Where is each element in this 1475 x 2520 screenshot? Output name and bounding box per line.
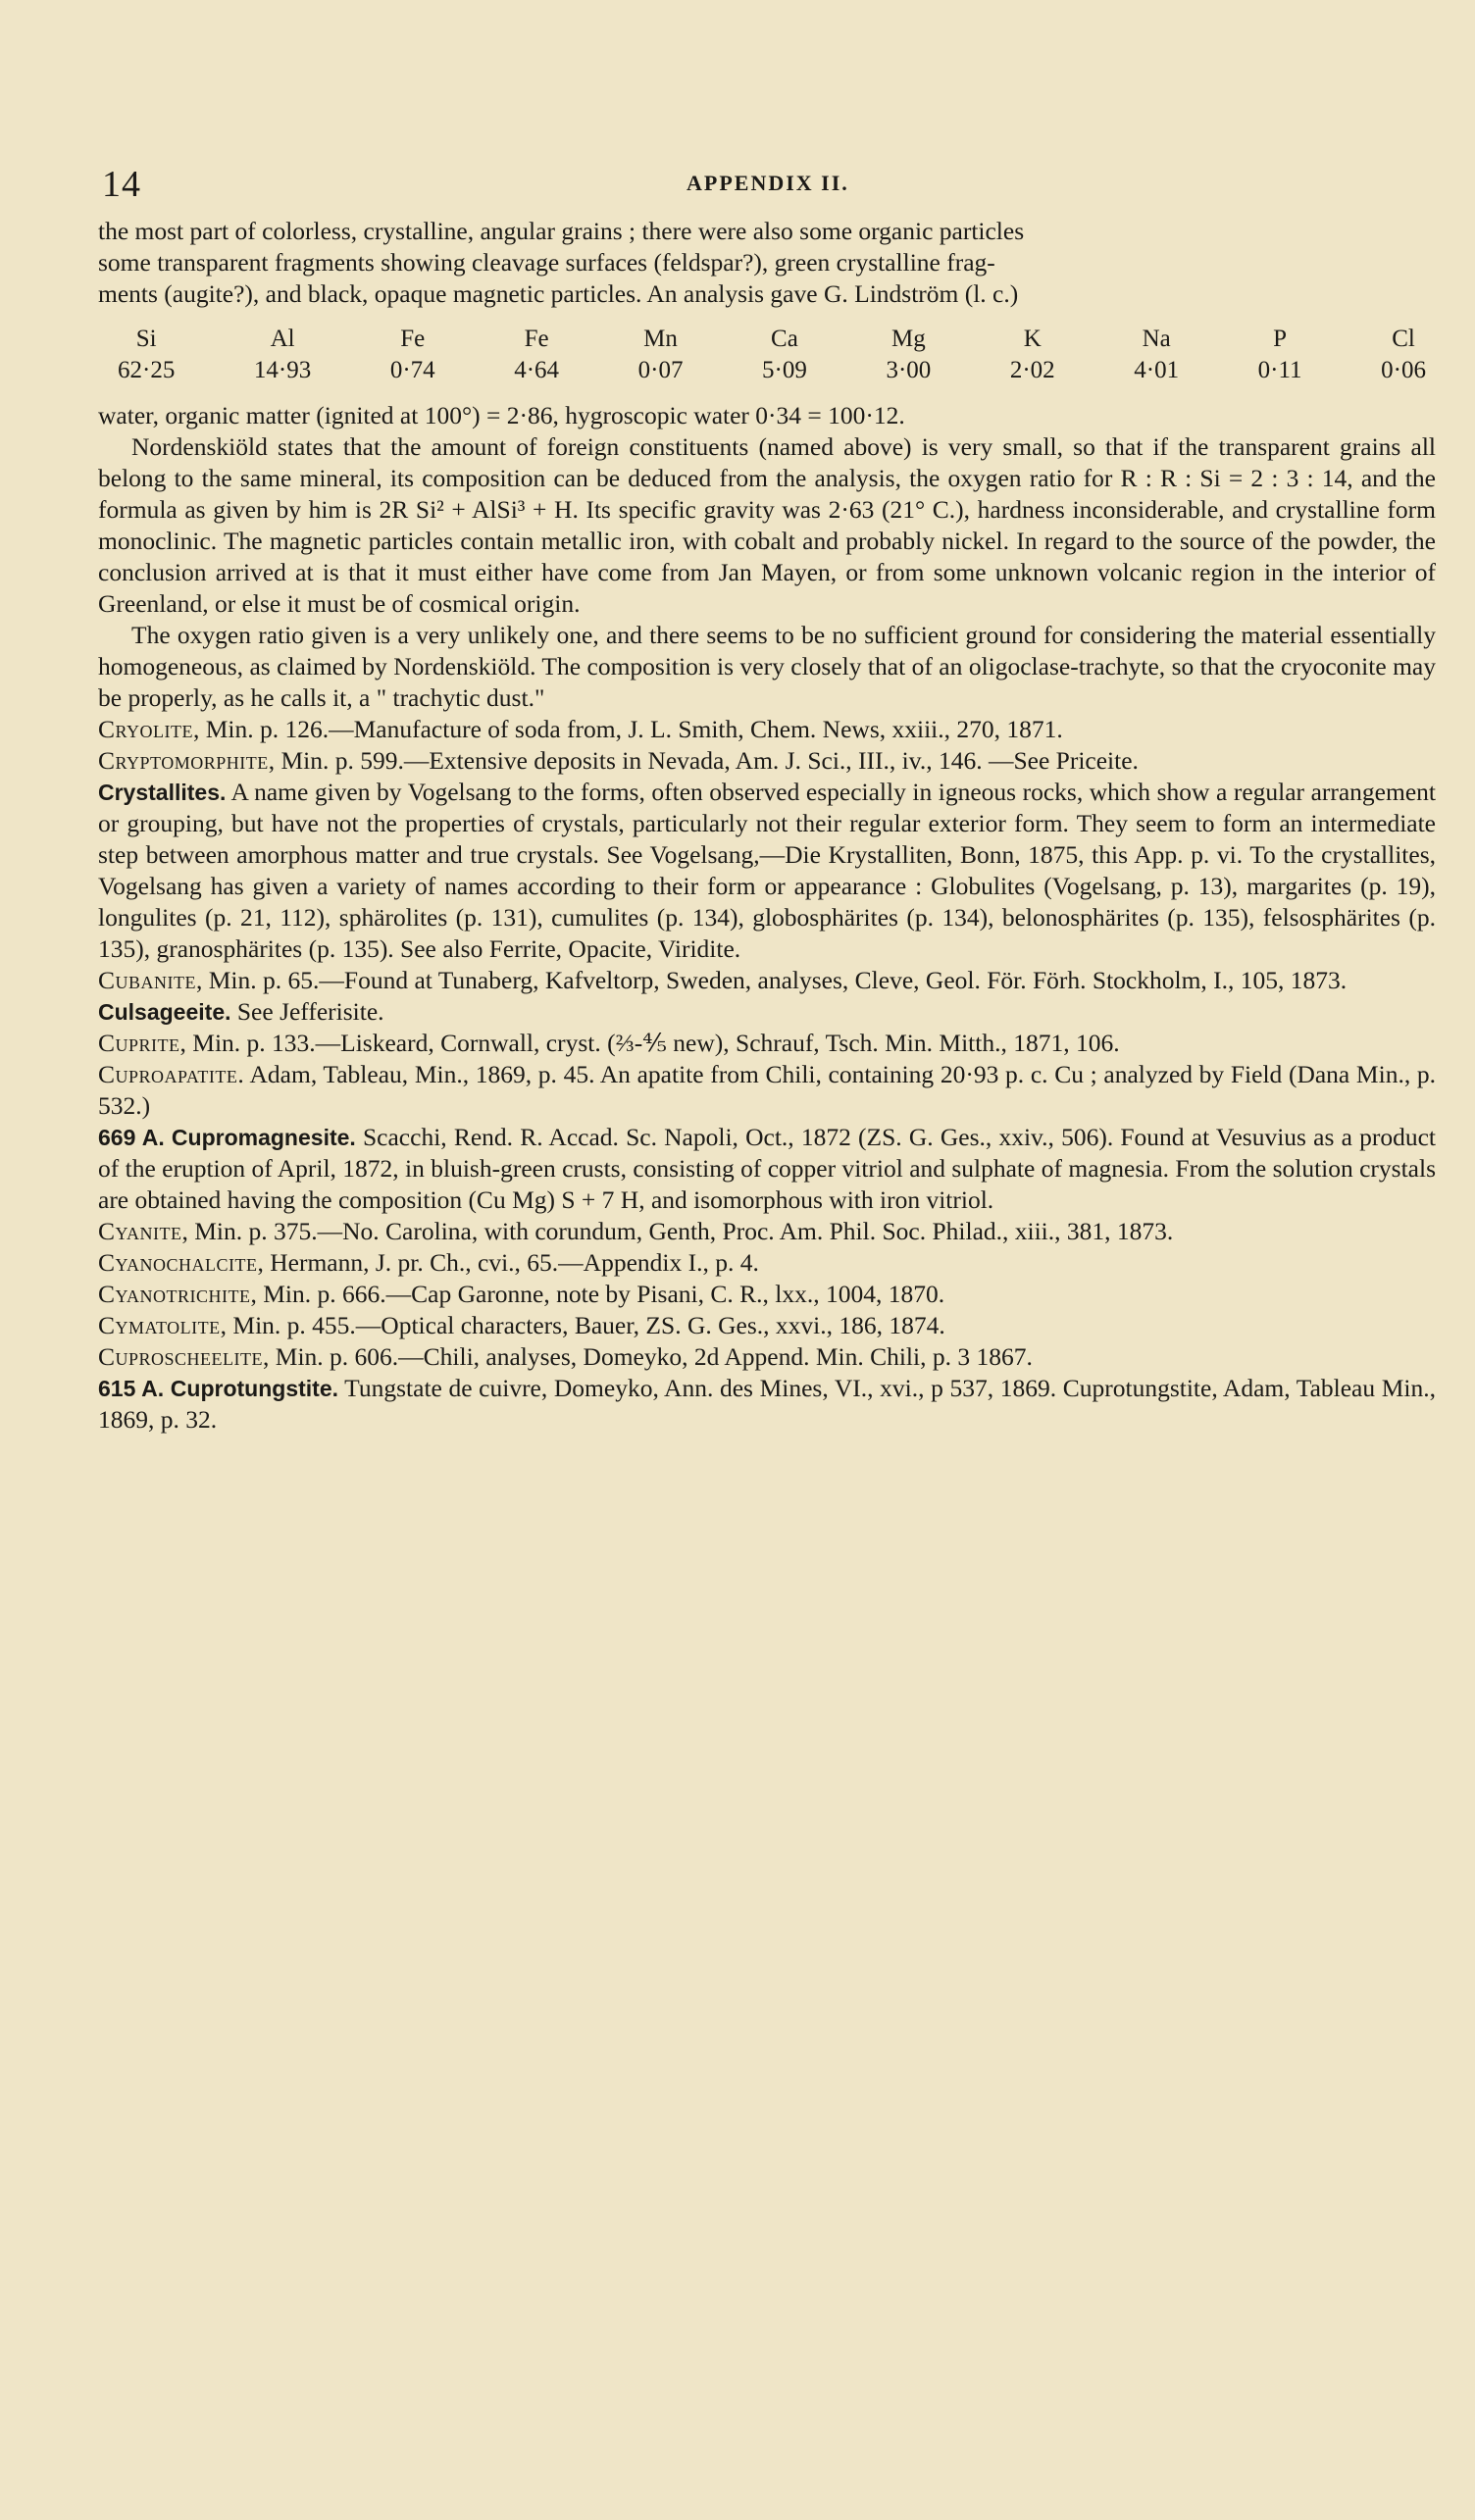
entry-head: Cuprite — [98, 1029, 180, 1057]
paragraph-nordenskiold: Nordenskiöld states that the amount of foreign constituents (named above) is very small, so that if the transparent grains all belong to the same mineral, its composition can be deduced from the analysis, the oxygen ratio for R : R : Si = 2 : 3 : 14, and the formula as given by him is 2R Si² + AlSi³ + H. Its specific gravity was 2·63 (21° C.), hardness inconsiderable, and crystalline form monoclinic. The magnetic particles contain metallic iron, with cobalt and probably nickel. In regard to the source of the powder, the conclusion arrived at is that it must either have come from Jan Mayen, or from some unknown volcanic region in the interior of Greenland, or else it must be of cosmical origin. — [98, 432, 1436, 618]
entry-body: , Min. p. 126.—Manufacture of soda from, J. L. Smith, Chem. News, xxiii., 270, 1871. — [193, 715, 1063, 743]
oxide-label: Mn — [643, 326, 678, 352]
water-line: water, organic matter (ignited at 100°) = 2·86, hygroscopic water 0·34 = 100·12. — [98, 401, 905, 429]
oxide-label: P — [1273, 326, 1288, 352]
intro-line-3: ments (augite?), and black, opaque magnetic particles. An analysis gave G. Lindström (l. c.) — [98, 279, 1019, 308]
analysis-column — [762, 324, 807, 386]
oxide-value: 0·11 — [1257, 357, 1302, 383]
oxide-value: 4·64 — [514, 357, 560, 383]
entry-head: Cuproscheelite — [98, 1342, 264, 1371]
oxide-value: 0·07 — [637, 357, 684, 383]
entry-culsageeite — [98, 996, 1436, 1028]
oxide-label: Al — [270, 326, 295, 352]
entry-body: , Min. p. 599.—Extensive deposits in Nevada, Am. J. Sci., III., iv., 146. —See Priceite. — [268, 746, 1139, 775]
analysis-column — [390, 324, 435, 386]
entry-cuprite — [98, 1028, 1436, 1059]
oxide-value: 5·09 — [762, 357, 807, 383]
entry-body: , Hermann, J. pr. Ch., cvi., 65.—Appendix I., p. 4. — [257, 1248, 759, 1277]
oxide-value: 0·74 — [389, 357, 435, 383]
oxide-label: Cl — [1392, 326, 1415, 352]
oxide-label: Si — [135, 326, 157, 352]
entry-body: Tungstate de cuivre, Domeyko, Ann. des Mines, VI., xvi., p 537, 1869. Cuprotungstite, Adam, Tableau Min., 1869, p. 32. — [98, 1374, 1437, 1434]
oxide-value: 3·00 — [886, 357, 932, 383]
oxide-value: 4·01 — [1134, 357, 1180, 383]
page-header — [98, 157, 1436, 216]
entry-body: , Min. p. 666.—Cap Garonne, note by Pisani, C. R., lxx., 1004, 1870. — [250, 1280, 945, 1308]
entry-cuproapatite — [98, 1059, 1436, 1122]
entry-head: Cryptomorphite — [98, 746, 269, 775]
analysis-column — [514, 324, 559, 386]
entry-head: 669 A. Cupromagnesite. — [98, 1125, 356, 1150]
analysis-column — [638, 324, 684, 386]
intro-line-1: the most part of colorless, crystalline, angular grains ; there were also some organic particles — [98, 217, 1025, 245]
body-text — [98, 216, 1436, 1436]
oxide-value: 2·02 — [1009, 357, 1055, 383]
entry-body: Scacchi, Rend. R. Accad. Sc. Napoli, Oct., 1872 (ZS. G. Ges., xxiv., 506). Found at Vesuvius as a product of the eruption of April, 1872, in bluish-green crusts, consisting of copper vitriol and sulphate of magnesia. From the solution crystals are obtained having the composition (Cu Mg) S + 7 H, and isomorphous with iron vitriol. — [98, 1123, 1437, 1214]
paragraph-oxygen-ratio: The oxygen ratio given is a very unlikely one, and there seems to be no sufficient ground for considering the material essentially homogeneous, as claimed by Nordenskiöld. The composition is very closely that of an oligoclase-trachyte, so that the cryoconite may be properly, as he calls it, a " trachytic dust." — [98, 621, 1436, 712]
entry-cyanite — [98, 1216, 1436, 1247]
entry-body: , Min. p. 65.—Found at Tunaberg, Kafveltorp, Sweden, analyses, Cleve, Geol. För. Förh. Stockholm, I., 105, 1873. — [196, 966, 1348, 994]
analysis-column — [254, 324, 311, 386]
analysis-column — [118, 324, 175, 386]
entry-cyanotrichite — [98, 1279, 1436, 1310]
entry-head: Culsageeite. — [98, 999, 231, 1025]
entry-crystallites — [98, 777, 1436, 965]
intro-line-2: some transparent fragments showing cleavage surfaces (feldspar?), green crystalline frag- — [98, 248, 995, 277]
oxide-value: 0·06 — [1381, 357, 1426, 383]
entry-cuprotungstite — [98, 1373, 1436, 1436]
analysis-column — [1258, 324, 1302, 386]
entry-body: , Min. p. 375.—No. Carolina, with corundum, Genth, Proc. Am. Phil. Soc. Philad., xiii., 381, 1873. — [181, 1217, 1174, 1245]
entry-cryptomorphite — [98, 745, 1436, 777]
entry-cryolite — [98, 714, 1436, 745]
entry-head: Cymatolite — [98, 1311, 221, 1339]
analysis-table — [118, 324, 1426, 386]
oxide-label: K — [1023, 326, 1042, 352]
entry-body: , Min. p. 455.—Optical characters, Bauer, ZS. G. Ges., xxvi., 186, 1874. — [220, 1311, 945, 1339]
oxide-value: 62·25 — [118, 357, 176, 383]
entry-head: Cyanite — [98, 1217, 182, 1245]
entry-head: Cyanochalcite — [98, 1248, 258, 1277]
entry-body: Adam, Tableau, Min., 1869, p. 45. An apatite from Chili, containing 20·93 p. c. Cu ; analyzed by Field (Dana Min., p. 532.) — [98, 1060, 1436, 1120]
oxide-label: Na — [1142, 326, 1171, 352]
oxide-label: Mg — [890, 326, 926, 352]
entry-head: Crystallites. — [98, 780, 227, 805]
oxide-label: Fe — [524, 326, 549, 352]
entry-body: See Jefferisite. — [230, 997, 384, 1026]
entry-head: 615 A. Cuprotungstite. — [98, 1376, 339, 1401]
entry-body: , Min. p. 133.—Liskeard, Cornwall, cryst. (⅔-⅘ new), Schrauf, Tsch. Min. Mitth., 1871, 106. — [179, 1029, 1120, 1057]
analysis-column — [1381, 324, 1426, 386]
analysis-column — [886, 324, 931, 386]
entry-head: Cyanotrichite — [98, 1280, 251, 1308]
oxide-label: Fe — [400, 326, 426, 352]
running-title: APPENDIX II. — [687, 171, 849, 195]
entry-cyanochalcite — [98, 1247, 1436, 1279]
entry-cuproscheelite — [98, 1341, 1436, 1373]
analysis-column — [1010, 324, 1055, 386]
entry-head: Cubanite — [98, 966, 196, 994]
entry-head: Cryolite — [98, 715, 193, 743]
entry-body: , Min. p. 606.—Chili, analyses, Domeyko, 2d Append. Min. Chili, p. 3 1867. — [263, 1342, 1033, 1371]
entry-cupromagnesite — [98, 1122, 1436, 1216]
analysis-column — [1134, 324, 1179, 386]
entry-head: Cuproapatite. — [98, 1060, 245, 1088]
entry-body: A name given by Vogelsang to the forms, often observed especially in igneous rocks, which show a regular arrangement or grouping, but have not the properties of crystals, particularly not their regular exterior form. They seem to form an intermediate step between amorphous matter and true crystals. See Vogelsang,—Die Krystalliten, Bonn, 1875, this App. p. vi. To the crystallites, Vogelsang has given a variety of names according to their form or appearance : Globulites (Vogelsang, p. 13), margarites (p. 19), longulites (p. 21, 112), sphärolites (p. 131), cumulites (p. 134), globosphärites (p. 134), belonosphärites (p. 135), felsosphärites (p. 135), granosphärites (p. 135). See also Ferrite, Opacite, Viridite. — [98, 778, 1436, 963]
oxide-label: Ca — [771, 326, 798, 352]
page-number: 14 — [102, 164, 141, 205]
entry-cubanite — [98, 965, 1436, 996]
oxide-value: 14·93 — [253, 357, 312, 383]
entry-cymatolite — [98, 1310, 1436, 1341]
